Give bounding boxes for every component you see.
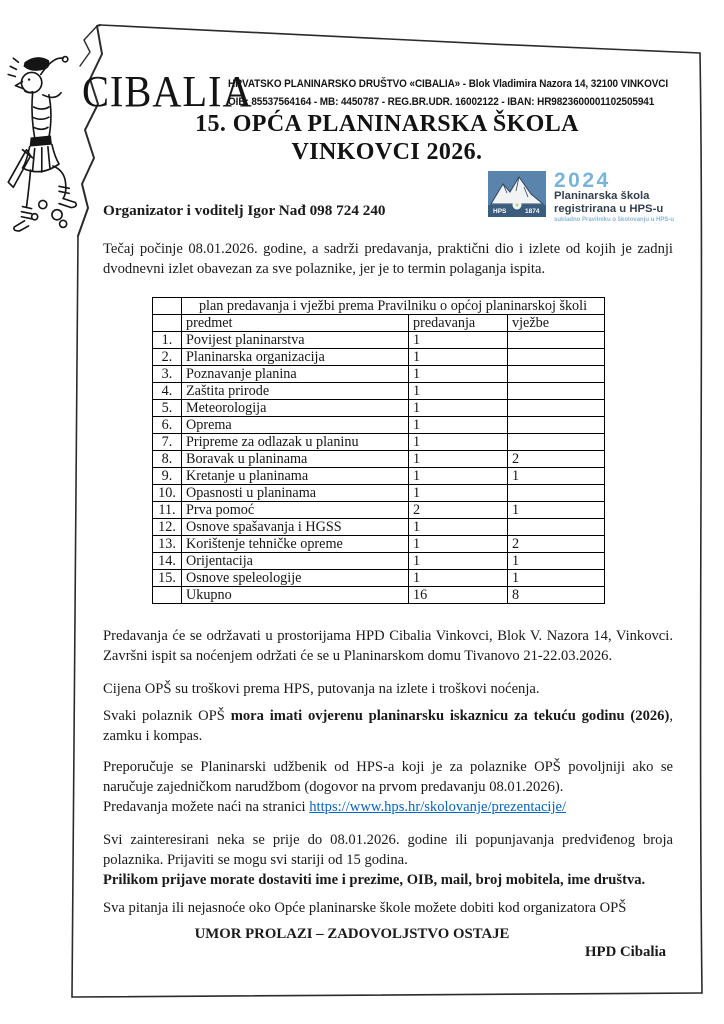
svg-text:HPS: HPS — [493, 208, 507, 215]
table-row: 2. Planinarska organizacija 1 — [153, 349, 605, 366]
textbook-text: Preporučuje se Planinarski udžbenik od HPS-a koji je za polaznike OPŠ povoljniji ako se naručuje zajedničkom narudžbom (dogovor na prvom predavanju 08.01.2026). — [103, 759, 673, 795]
table-row: 14. Orijentacija 1 1 — [153, 553, 605, 570]
table-row: 3. Poznavanje planina 1 — [153, 366, 605, 383]
table-row: 13. Korištenje tehničke opreme 1 2 — [153, 536, 605, 553]
society-address-block — [228, 75, 698, 111]
address-line-2: OIB: 85537564164 - MB: 4450787 - REG.BR.UDR. 16002122 - IBAN: HR9823600001102505941 — [228, 96, 655, 108]
badge-subtitle: sukladno Pravilniku o školovanju u HPS-u — [554, 217, 675, 223]
table-row: 9. Kretanje u planinama 1 1 — [153, 468, 605, 485]
paragraph-venue: Predavanja će se održavati u prostorijama HPD Cibalia Vinkovci, Blok V. Nazora 14, Vinkovci. Završni ispit sa noćenjem održati će se u Planinarskom domu Tivanovo 21-22.03.2026. — [103, 628, 673, 664]
total-lectures: 16 — [409, 587, 508, 604]
total-label: Ukupno — [182, 587, 409, 604]
applications-text: Svi zainteresirani neka se prije do 08.01.2026. godine ili popunjavanja predviđenog broja polaznika. Prijaviti se mogu svi stariji od 15 godina. — [103, 832, 673, 868]
paragraph-questions: Sva pitanja ili nejasnoće oko Opće planinarske škole možete dobiti kod organizatora OPŠ — [103, 900, 627, 916]
organizer-line: Organizator i voditelj Igor Nađ 098 724 240 — [103, 202, 386, 219]
paragraph-textbook — [103, 757, 673, 817]
table-row: 4. Zaštita prirode 1 — [153, 383, 605, 400]
membership-text: Svaki polaznik OPŠ — [103, 708, 231, 724]
title-line-1: 15. OPĆA PLANINARSKA ŠKOLA — [195, 111, 579, 137]
badge-year: 2024 — [554, 169, 611, 192]
link-prefix: Predavanja možete naći na stranici — [103, 799, 310, 815]
table-total-row — [153, 587, 605, 604]
schedule-table — [152, 297, 605, 604]
page-title — [90, 110, 684, 166]
caption-num-cell — [153, 298, 182, 315]
paragraph-applications — [103, 830, 673, 890]
header-num — [153, 315, 182, 332]
table-caption: plan predavanja i vježbi prema Pravilniku o općoj planinarskoj školi — [182, 298, 605, 315]
footer-signature: HPD Cibalia — [585, 944, 666, 960]
total-exercises: 8 — [508, 587, 605, 604]
applications-bold-line: Prilikom prijave morate dostaviti ime i prezime, OIB, mail, broj mobitela, ime društva. — [103, 872, 646, 888]
membership-text-end: , zamku i kompas. — [103, 708, 673, 744]
header-subject: predmet — [182, 315, 409, 332]
table-row: 10. Opasnosti u planinama 1 — [153, 485, 605, 502]
membership-bold-text: mora imati ovjerenu planinarsku iskaznicu za tekuću godinu (2026) — [230, 708, 670, 724]
hps-mountain-emblem-icon — [488, 171, 546, 217]
lectures-link-line — [103, 797, 673, 817]
header-exercises: vježbe — [508, 315, 605, 332]
table-row: 12. Osnove spašavanja i HGSS 1 — [153, 519, 605, 536]
table-row: 5. Meteorologija 1 — [153, 400, 605, 417]
table-caption-row — [153, 298, 605, 315]
table-row: 7. Pripreme za odlazak u planinu 1 — [153, 434, 605, 451]
address-line-1: HRVATSKO PLANINARSKO DRUŠTVO «CIBALIA» - Blok Vladimira Nazora 14, 32100 VINKOVCI — [228, 78, 669, 90]
paragraph-price: Cijena OPŠ su troškovi prema HPS, putovanja na izlete i troškovi noćenja. — [103, 681, 540, 697]
paragraph-membership — [103, 706, 673, 746]
table-row: 11. Prva pomoć 2 1 — [153, 502, 605, 519]
table-row: 1. Povijest planinarstva 1 — [153, 332, 605, 349]
svg-text:1874: 1874 — [525, 208, 540, 215]
header-lectures: predavanja — [409, 315, 508, 332]
title-line-2: VINKOVCI 2026. — [291, 139, 483, 165]
table-header-row — [153, 315, 605, 332]
table-row: 8. Boravak u planinama 1 2 — [153, 451, 605, 468]
badge-title-line-2: registrirana u HPS-u — [554, 202, 664, 215]
paragraph-intro: Tečaj počinje 08.01.2026. godine, a sadrži predavanja, praktični dio i izlete od kojih je zadnji dvodnevni izlet obavezan za sve polaznike, jer je to termin polaganja ispita. — [103, 241, 673, 277]
hps-registration-badge — [488, 171, 674, 224]
presentations-link[interactable]: https://www.hps.hr/skolovanje/prezentacije/ — [309, 799, 567, 815]
cibalia-logotype: CIBALIA — [82, 67, 253, 116]
badge-title-line-1: Planinarska škola — [554, 190, 650, 202]
table-row: 6. Oprema 1 — [153, 417, 605, 434]
table-row: 15. Osnove speleologije 1 1 — [153, 570, 605, 587]
badge-text-block — [554, 171, 674, 224]
footer-slogan: UMOR PROLAZI – ZADOVOLJSTVO OSTAJE — [194, 926, 510, 942]
